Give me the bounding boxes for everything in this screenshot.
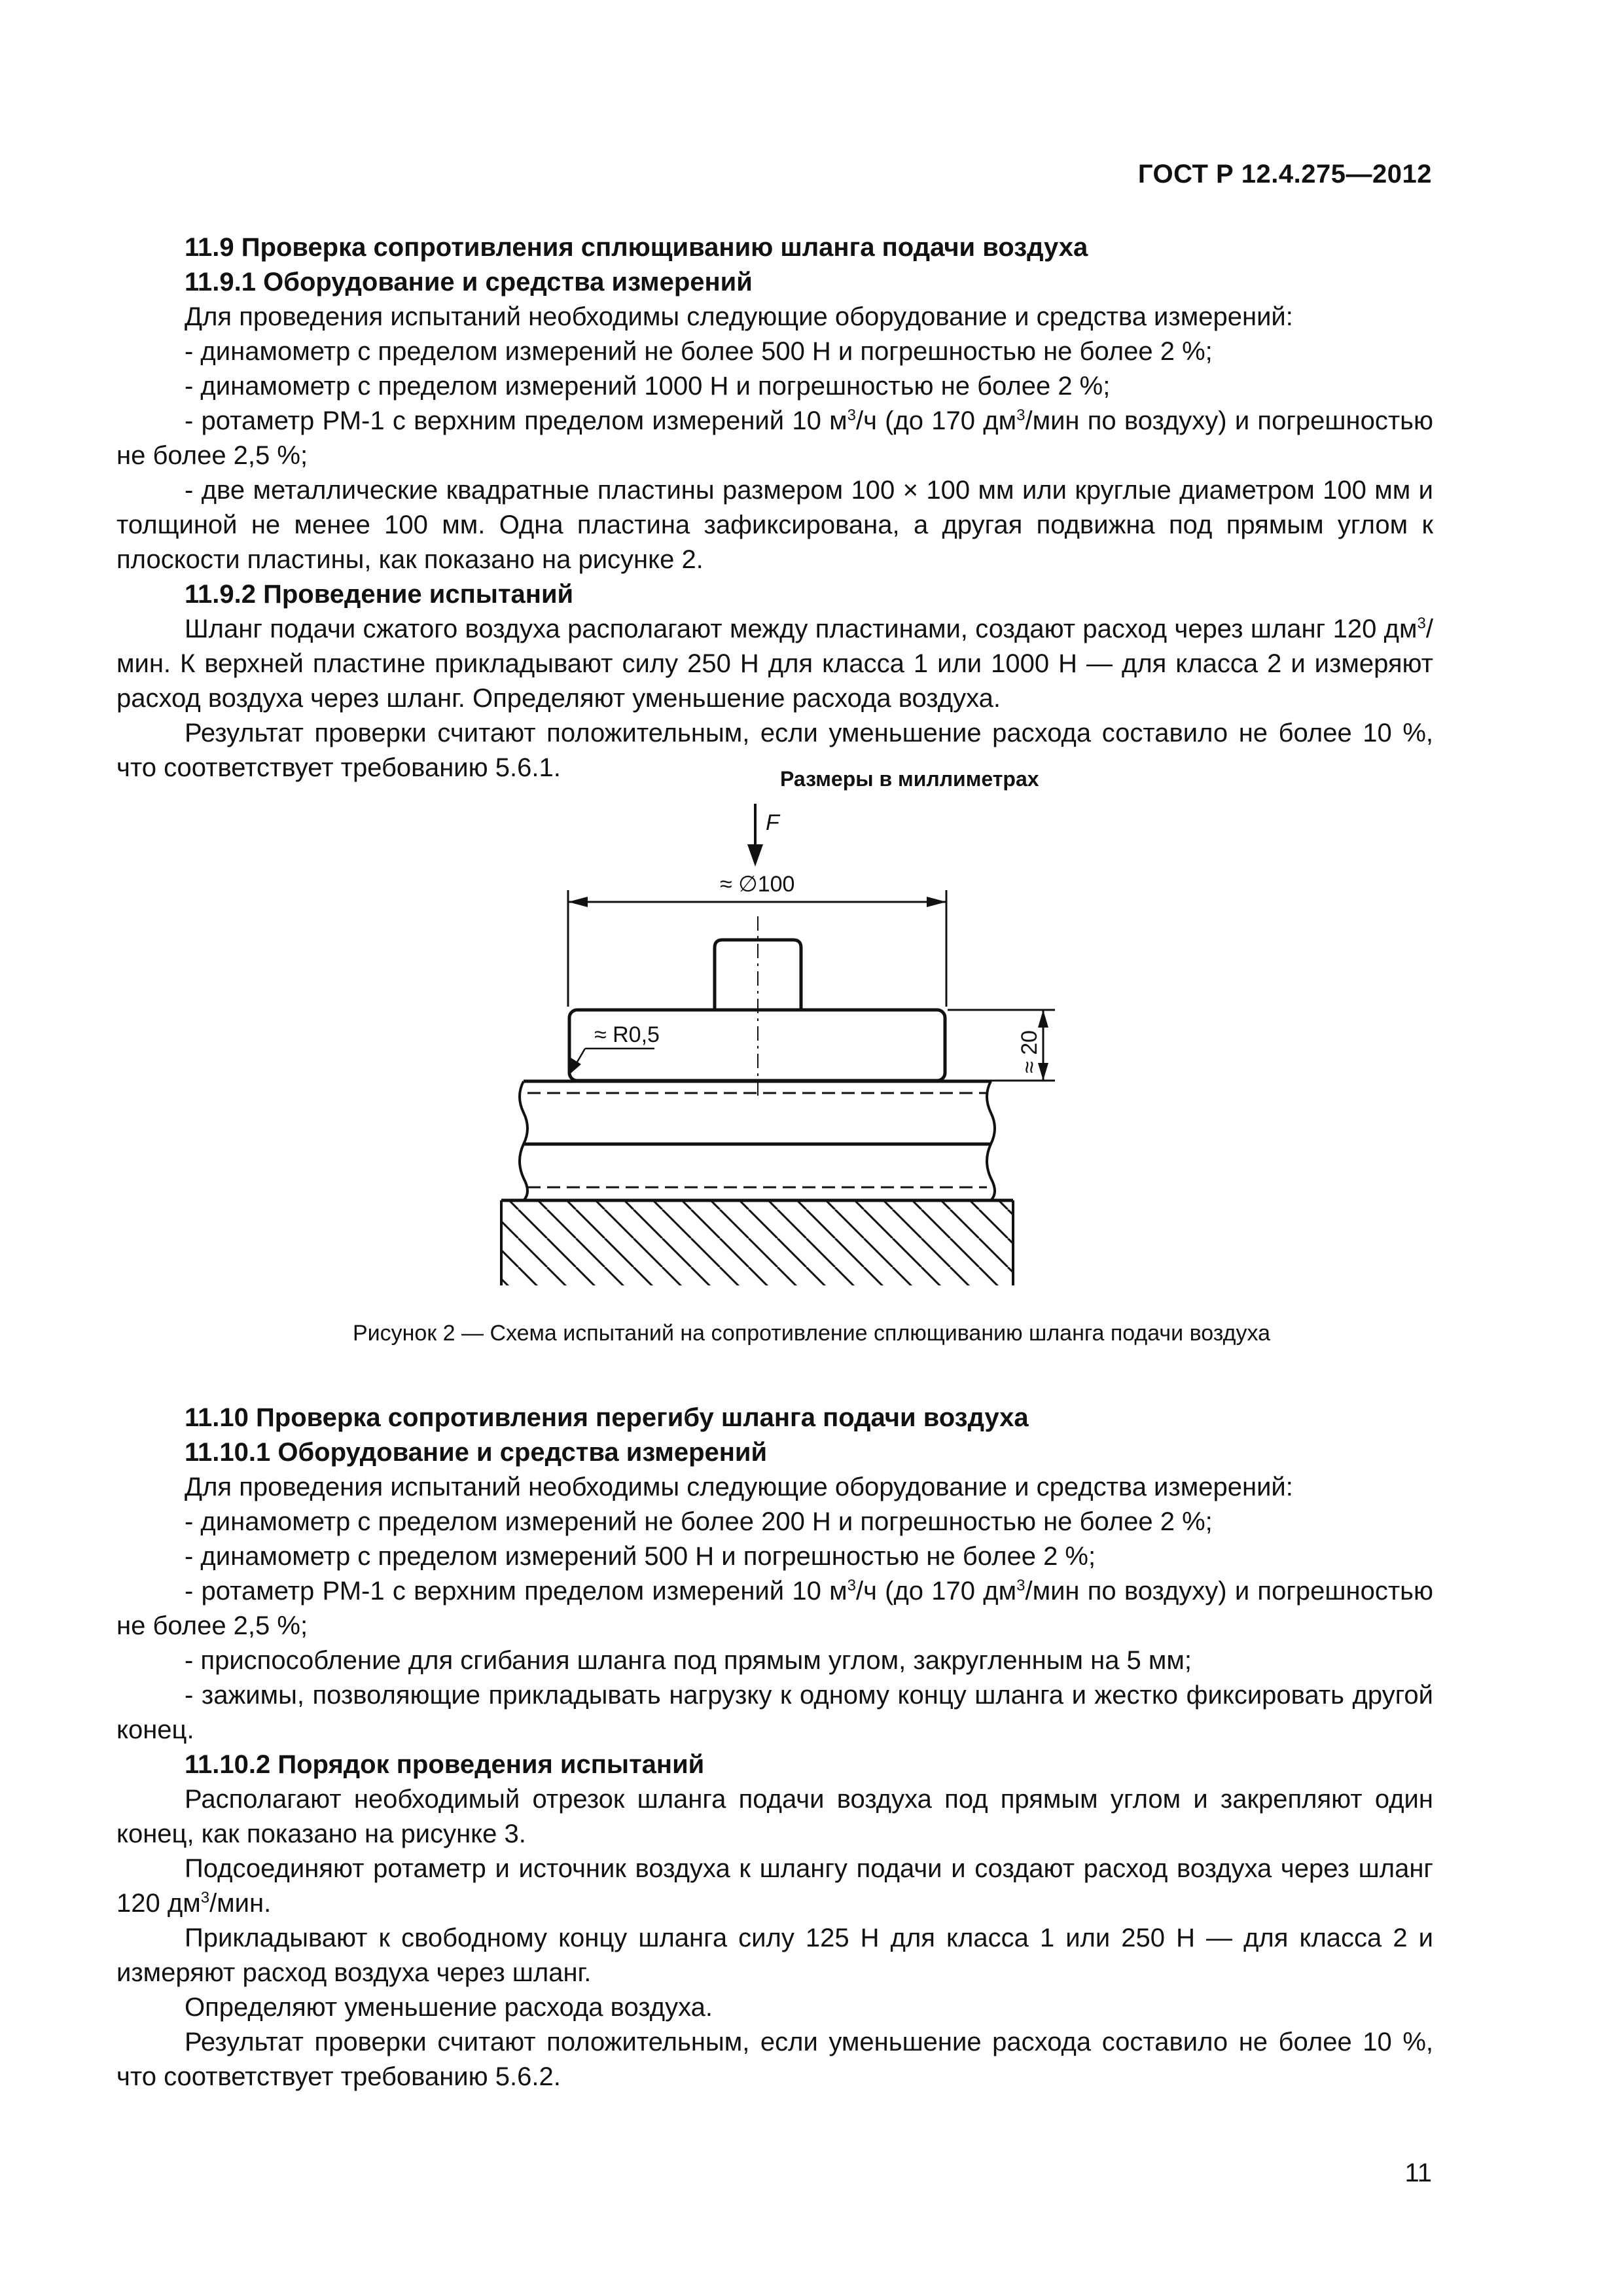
superscript: 3 bbox=[847, 1577, 856, 1594]
text: Шланг подачи сжатого воздуха располагают между пластинами, создают расход через шланг 120 дм bbox=[185, 615, 1418, 643]
superscript: 3 bbox=[1417, 615, 1426, 632]
section-title: 11.9 Проверка сопротивления сплющиванию шланга подачи воздуха bbox=[185, 233, 1088, 262]
list-item: - приспособление для сгибания шланга под прямым углом, закругленным на 5 мм; bbox=[185, 1646, 1192, 1675]
text: - ротаметр РМ-1 с верхним пределом измерений 10 м bbox=[185, 1577, 847, 1605]
text: /ч (до 170 дм bbox=[855, 406, 1017, 435]
list-item bbox=[116, 1574, 1433, 1643]
paragraph: Результат проверки считают положительным, если уменьшение расхода составило не более 10 %, что соответствует требованию 5.6.2. bbox=[116, 2028, 1433, 2091]
superscript: 3 bbox=[200, 1889, 210, 1907]
paragraph: Для проведения испытаний необходимы следующие оборудование и средства измерений: bbox=[185, 1473, 1293, 1501]
paragraph: Прикладывают к свободному концу шланга силу 125 Н для класса 1 или 250 Н — для класса 2 и измеряют расход воздуха через шланг. bbox=[116, 1924, 1433, 1987]
list-item: - динамометр с пределом измерений 500 Н и погрешностью не более 2 %; bbox=[185, 1542, 1096, 1571]
fixed-plate-base bbox=[501, 1200, 1013, 1285]
text: /мин. К верхней пластине прикладывают силу 250 Н для класса 1 или 1000 Н — для класса 2 и измеряют расход воздуха через шланг. Определяют уменьшение расхода воздуха. bbox=[116, 615, 1433, 713]
force-arrow bbox=[747, 804, 763, 867]
radius-leader bbox=[571, 1049, 654, 1073]
text: /мин. bbox=[209, 1889, 272, 1918]
subsection-title: 11.9.2 Проведение испытаний bbox=[185, 580, 574, 609]
list-item: - две металлические квадратные пластины размером 100 × 100 мм или круглые диаметром 100 мм и толщиной не менее 100 мм. Одна пластина зафиксирована, а другая подвижна под прямым углом к плоскости пластины, как показано на рисунке 2. bbox=[116, 476, 1433, 574]
page-number: 11 bbox=[1404, 2159, 1432, 2187]
superscript: 3 bbox=[1016, 1577, 1026, 1594]
radius-label: ≈ R0,5 bbox=[594, 1022, 660, 1047]
document-id-header: ГОСТ Р 12.4.275—2012 bbox=[1137, 160, 1432, 188]
list-item: - динамометр с пределом измерений не более 500 Н и погрешностью не более 2 %; bbox=[185, 337, 1213, 366]
list-item: - динамометр с пределом измерений не более 200 Н и погрешностью не более 2 %; bbox=[185, 1507, 1213, 1536]
force-label: F bbox=[766, 810, 779, 835]
text: /мин по воздуху) и погрешностью не более 2,5 %; bbox=[116, 406, 1434, 470]
text: - ротаметр РМ-1 с верхним пределом измерений 10 м bbox=[185, 406, 847, 435]
paragraph bbox=[116, 1852, 1433, 1921]
diameter-label: ≈ ∅100 bbox=[720, 872, 795, 897]
subsection-title: 11.9.1 Оборудование и средства измерений bbox=[185, 268, 753, 296]
subsection-title: 11.10.1 Оборудование и средства измерений bbox=[185, 1438, 768, 1467]
superscript: 3 bbox=[847, 406, 856, 424]
paragraph: Располагают необходимый отрезок шланга подачи воздуха под прямым углом и закрепляют один конец, как показано на рисунке 3. bbox=[116, 1785, 1433, 1848]
paragraph: Для проведения испытаний необходимы следующие оборудование и средства измерений: bbox=[185, 302, 1293, 331]
section-11-10 bbox=[116, 1401, 1433, 2094]
list-item: - динамометр с пределом измерений 1000 Н и погрешностью не более 2 %; bbox=[185, 372, 1111, 401]
figure-dimensions-note: Размеры в миллиметрах bbox=[780, 767, 1039, 791]
height-label: ≈ 20 bbox=[1017, 1030, 1042, 1073]
paragraph: Результат проверки считают положительным, если уменьшение расхода составило не более 10 %, что соответствует требованию 5.6.1. bbox=[116, 719, 1433, 782]
superscript: 3 bbox=[1016, 406, 1026, 424]
paragraph: Определяют уменьшение расхода воздуха. bbox=[185, 1993, 713, 2022]
text: /ч (до 170 дм bbox=[855, 1577, 1017, 1605]
figure-caption: Рисунок 2 — Схема испытаний на сопротивление сплющиванию шланга подачи воздуха bbox=[352, 1321, 1271, 1346]
list-item: - зажимы, позволяющие прикладывать нагрузку к одному концу шланга и жестко фиксировать другой конец. bbox=[116, 1681, 1433, 1744]
text: Подсоединяют ротаметр и источник воздуха к шлангу подачи и создают расход воздуха через шланг 120 дм bbox=[116, 1854, 1433, 1918]
air-hose bbox=[520, 1081, 995, 1200]
subsection-title: 11.10.2 Порядок проведения испытаний bbox=[185, 1750, 705, 1779]
text: /мин по воздуху) и погрешностью не более 2,5 %; bbox=[116, 1577, 1434, 1640]
section-title: 11.10 Проверка сопротивления перегибу шланга подачи воздуха bbox=[185, 1403, 1029, 1432]
